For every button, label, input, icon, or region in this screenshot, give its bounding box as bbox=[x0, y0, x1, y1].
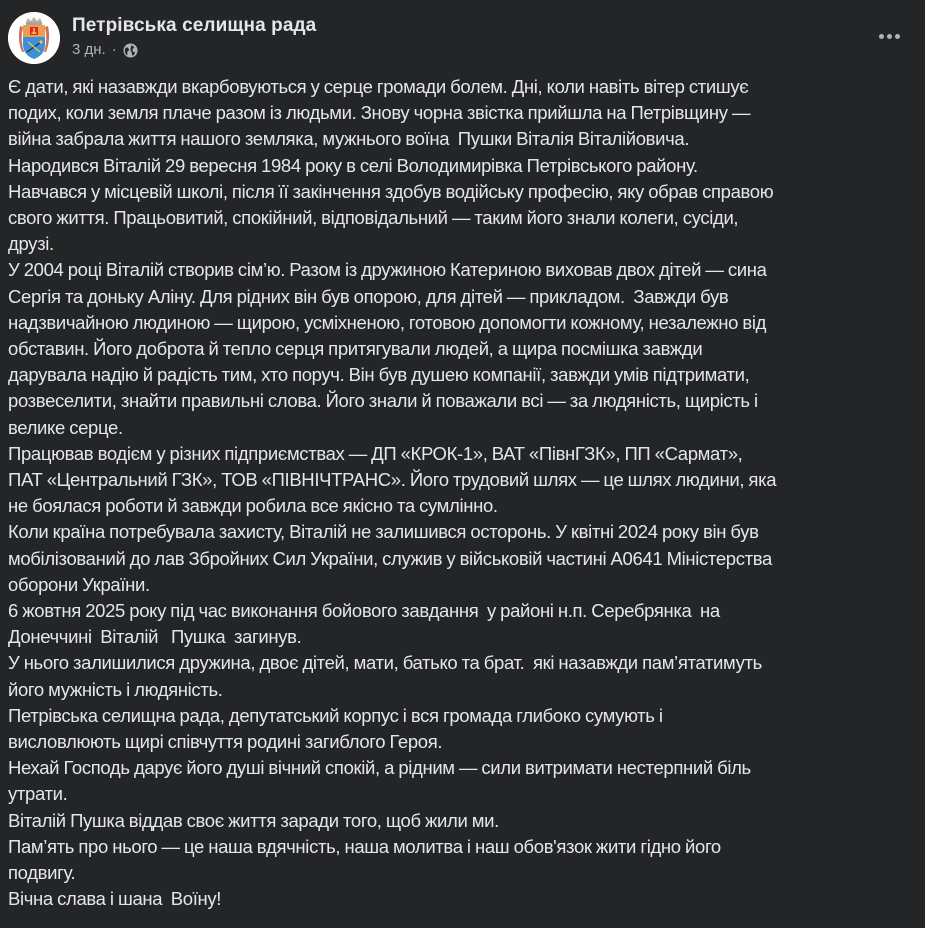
post-text-line: Петрівська селищна рада, депутатський корпус і вся громада глибоко сумують і bbox=[8, 704, 663, 726]
post-meta bbox=[72, 16, 316, 60]
post-text-line: Коли країна потребувала захисту, Віталій не залишився осторонь. У квітні 2024 року він був bbox=[8, 521, 759, 543]
post-text-line: дарувала надію й радість тим, хто поруч. Він був душею компанії, завжди умів підтримати, bbox=[8, 364, 750, 386]
post-text-line: розвеселити, знайти правильні слова. Його знали й поважали всі — за людяність, щирість і bbox=[8, 390, 758, 412]
post-text-line: ПАТ «Центральний ГЗК», ТОВ «ПІВНІЧТРАНС». Його трудовий шлях — це шлях людини, яка bbox=[8, 469, 777, 491]
post-text-line: подвигу. bbox=[8, 862, 76, 884]
page-avatar[interactable] bbox=[8, 12, 60, 64]
post-text-line: мобілізований до лав Збройних Сил України, служив у військовій частині А0641 Міністерства bbox=[8, 547, 772, 569]
globe-icon[interactable] bbox=[123, 43, 138, 58]
more-options-button[interactable] bbox=[871, 24, 907, 48]
post-text-line: У нього залишилися дружина, двоє дітей, мати, батько та брат. які назавжди пам’ятатимуть bbox=[8, 652, 762, 674]
post-text-line: подих, коли земля плаче разом із людьми. Знову чорна звістка прийшла на Петрівщину — bbox=[8, 102, 751, 124]
post-text-line: обставин. Його доброта й тепло серця притягували людей, а щира посмішка завжди bbox=[8, 338, 703, 360]
post-text-line: Народився Віталій 29 вересня 1984 року в селі Володимирівка Петрівського району. bbox=[8, 154, 698, 176]
post-text-line: війна забрала життя нашого земляка, мужнього воїна Пушки Віталія Віталійовича. bbox=[8, 128, 690, 150]
post-text-line: Є дати, які назавжди вкарбовуються у серце громади болем. Дні, коли навіть вітер стишує bbox=[8, 76, 749, 97]
post-text-line: Навчався у місцевій школі, після її закінчення здобув водійську професію, яку обрав справою bbox=[8, 180, 774, 202]
post-timestamp[interactable]: 3 дн. bbox=[72, 41, 106, 58]
post-text-line: У 2004 році Віталій створив сім’ю. Разом із дружиною Катериною виховав двох дітей — сина bbox=[8, 259, 767, 281]
post-subline bbox=[72, 40, 316, 60]
separator-dot: · bbox=[111, 41, 117, 58]
post-text-line: Віталій Пушка віддав своє життя заради того, щоб жили ми. bbox=[8, 809, 499, 831]
post-text-line: оборони України. bbox=[8, 573, 150, 595]
post-text-line: друзі. bbox=[8, 233, 54, 255]
post-text-line: Нехай Господь дарує його душі вічний спокій, а рідним — сили витримати нестерпний біль bbox=[8, 757, 751, 779]
page-name-link[interactable]: Петрівська селищна рада bbox=[72, 15, 317, 36]
post-text-line: 6 жовтня 2025 року під час виконання бойового завдання у районі н.п. Серебрянка на bbox=[8, 600, 720, 622]
more-horizontal-icon bbox=[887, 34, 892, 39]
post-header bbox=[8, 12, 316, 64]
more-horizontal-icon bbox=[879, 34, 884, 39]
post-text-line: надзвичайною людиною — щирою, усміхненою, готовою допомогти кожному, незалежно від bbox=[8, 311, 767, 333]
post-text-line: висловлюють щирі співчуття родині загиблого Героя. bbox=[8, 731, 443, 753]
post-text-line: не боялася роботи й завжди робила все якісно та сумлінно. bbox=[8, 495, 498, 517]
post-text-line: Вічна слава і шана Воїну! bbox=[8, 888, 222, 910]
post-body bbox=[8, 74, 913, 913]
post-text-line: велике серце. bbox=[8, 416, 123, 438]
more-horizontal-icon bbox=[895, 34, 900, 39]
coat-of-arms-icon bbox=[8, 12, 60, 64]
post-text-line: свого життя. Працьовитий, спокійний, відповідальний — таким його знали колеги, сусіди, bbox=[8, 207, 739, 229]
post-text-line: Донеччині Віталій Пушка загинув. bbox=[8, 626, 302, 648]
post-text-line: утрати. bbox=[8, 783, 68, 805]
post-text-line: Пам’ять про нього — це наша вдячність, наша молитва і наш обов'язок жити гідно його bbox=[8, 835, 721, 857]
post-text-line: його мужність і людяність. bbox=[8, 678, 223, 700]
post-text-line: Сергія та доньку Аліну. Для рідних він був опорою, для дітей — прикладом. Завжди був bbox=[8, 285, 729, 307]
post-text-line: Працював водієм у різних підприємствах — ДП «КРОК-1», ВАТ «ПівнГЗК», ПП «Сармат», bbox=[8, 442, 743, 464]
